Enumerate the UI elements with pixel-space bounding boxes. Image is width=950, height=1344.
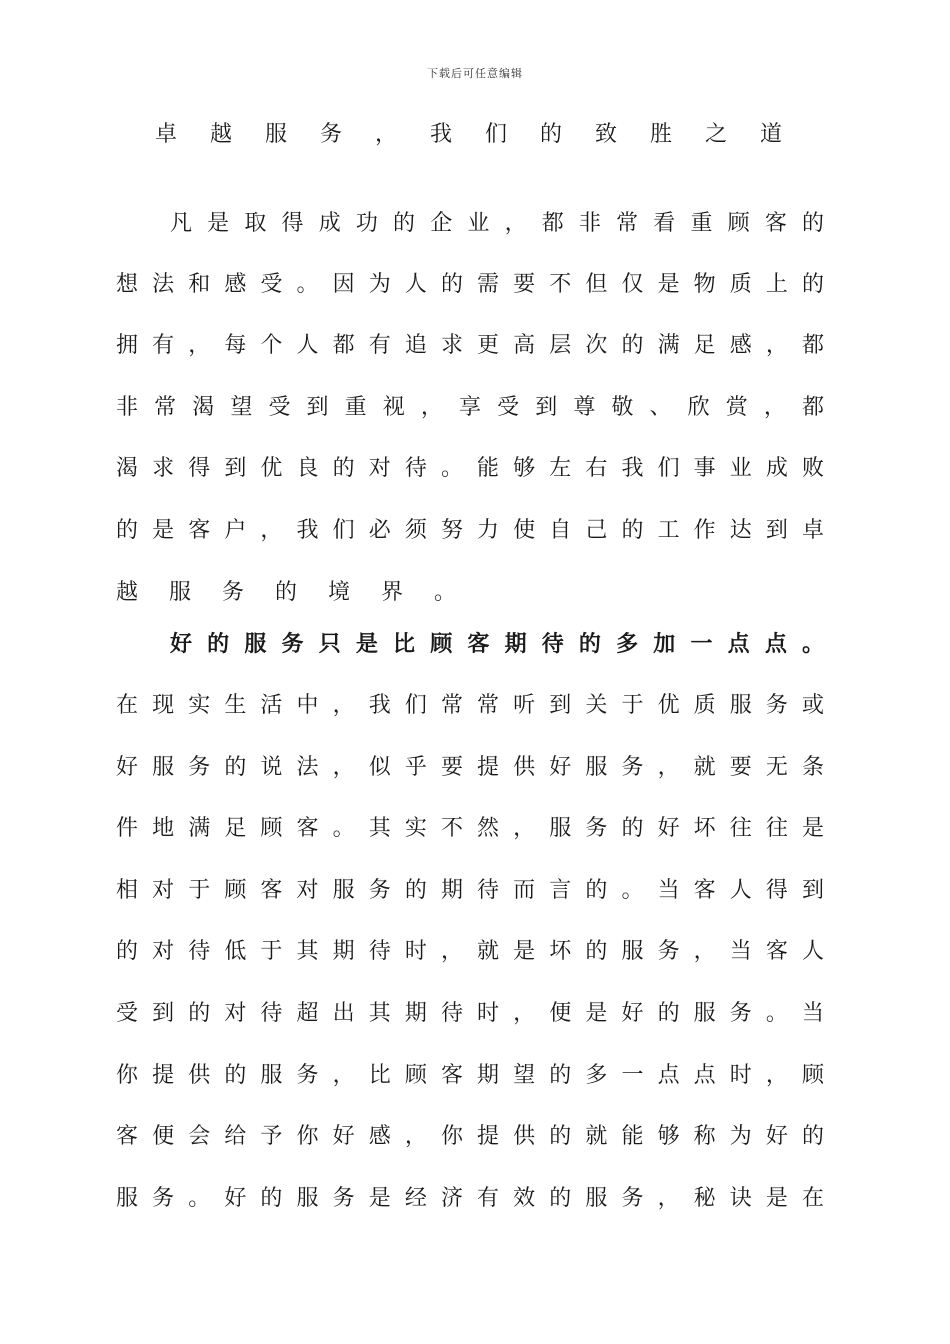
text-line: 你 提 供 的 服 务 ， 比 顾 客 期 望 的 多 一 点 点 时 ， 顾 (116, 1063, 824, 1088)
document-title: 卓 越 服 务 ， 我 们 的 致 胜 之 道 (155, 122, 795, 147)
text-line: 件 地 满 足 顾 客 。 其 实 不 然 ， 服 务 的 好 坏 往 往 是 (116, 816, 824, 841)
text-line: 的 对 待 低 于 其 期 待 时 ， 就 是 坏 的 服 务 ， 当 客 人 (116, 939, 824, 964)
text-line: 受 到 的 对 待 超 出 其 期 待 时 ， 便 是 好 的 服 务 。 当 (116, 1001, 824, 1026)
text-line: 凡 是 取 得 成 功 的 企 业 ， 都 非 常 看 重 顾 客 的 (170, 211, 824, 236)
text-line: 渴 求 得 到 优 良 的 对 待 。 能 够 左 右 我 们 事 业 成 败 (116, 456, 824, 481)
text-line: 好 服 务 的 说 法 ， 似 乎 要 提 供 好 服 务 ， 就 要 无 条 (116, 755, 824, 780)
text-line: 的 是 客 户 ， 我 们 必 须 努 力 使 自 己 的 工 作 达 到 卓 (116, 518, 824, 543)
text-line: 非 常 渴 望 受 到 重 视 ， 享 受 到 尊 敬 、 欣 赏 ， 都 (116, 395, 824, 420)
text-line: 在 现 实 生 活 中 ， 我 们 常 常 听 到 关 于 优 质 服 务 或 (116, 693, 824, 718)
text-line: 服 务 。 好 的 服 务 是 经 济 有 效 的 服 务 ， 秘 诀 是 在 (116, 1186, 824, 1211)
text-line: 客 便 会 给 予 你 好 感 ， 你 提 供 的 就 能 够 称 为 好 的 (116, 1124, 824, 1149)
section-heading: 好 的 服 务 只 是 比 顾 客 期 待 的 多 加 一 点 点 。 (170, 632, 824, 657)
text-line: 拥 有 ， 每 个 人 都 有 追 求 更 高 层 次 的 满 足 感 ， 都 (116, 333, 824, 358)
text-line: 相 对 于 顾 客 对 服 务 的 期 待 而 言 的 。 当 客 人 得 到 (116, 878, 824, 903)
text-line: 越 服 务 的 境 界 。 (116, 580, 468, 605)
text-line: 想 法 和 感 受 。 因 为 人 的 需 要 不 但 仅 是 物 质 上 的 (116, 272, 824, 297)
header-note: 下载后可任意编辑 (427, 67, 523, 80)
